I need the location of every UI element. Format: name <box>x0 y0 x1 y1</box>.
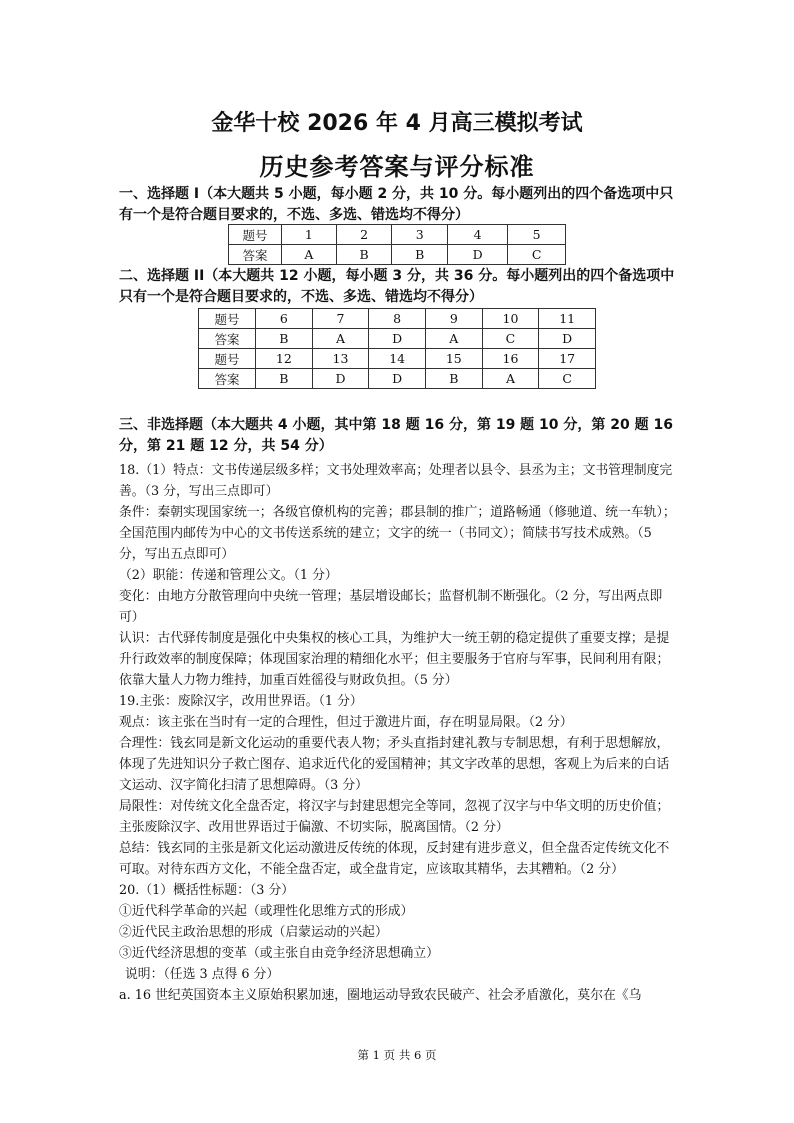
part2-heading: 二、选择题 II（本大题共 12 小题，每小题 3 分，共 36 分。每小题列出的四个备选项中只有一个是符合题目要求的，不选、多选、错选均不得分） <box>119 268 675 305</box>
question-number: 6 <box>256 309 313 329</box>
answer-cell: A <box>425 329 482 349</box>
row-label: 题号 <box>229 225 282 245</box>
table-row <box>199 309 596 329</box>
q20-title-3: ③近代经济思想的变革（或主张自由竞争经济思想确立） <box>119 946 439 961</box>
table-row <box>229 225 566 245</box>
answer-cell: B <box>336 245 392 265</box>
q18-conditions: 条件：秦朝实现国家统一；各级官僚机构的完善；郡县制的推广；道路畅通（修驰道、统一车轨）；全国范围内邮传为中心的文书传送系统的建立；文字的统一（书同文）；简牍书写技术成熟。（5 分，写出五点即可） <box>119 505 676 562</box>
q20-note: 说明：（任选 3 点得 6 分） <box>125 967 280 982</box>
answer-cell: C <box>508 245 566 265</box>
question-number: 4 <box>447 225 507 245</box>
question-number: 1 <box>282 225 337 245</box>
question-number: 5 <box>508 225 566 245</box>
q19-limitations: 局限性：对传统文化全盘否定，将汉字与封建思想完全等同，忽视了汉字与中华文明的历史价值；主张废除汉字、改用世界语过于偏激、不切实际，脱离国情。（2 分） <box>119 799 670 835</box>
answer-cell: D <box>369 329 426 349</box>
q20-title-2: ②近代民主政治思想的形成（启蒙运动的兴起） <box>119 925 388 940</box>
part2-answer-table <box>198 308 596 389</box>
row-label: 题号 <box>199 349 256 369</box>
answer-cell: B <box>392 245 448 265</box>
question-number: 16 <box>482 349 539 369</box>
answer-cell: B <box>256 329 313 349</box>
answer-cell: C <box>482 329 539 349</box>
row-label: 题号 <box>199 309 256 329</box>
part1-heading: 一、选择题 I（本大题共 5 小题，每小题 2 分，共 10 分。每小题列出的四个备选项中只有一个是符合题目要求的，不选、多选、错选均不得分） <box>119 186 674 223</box>
answer-cell: D <box>369 369 426 389</box>
page-number: 第 1 页 共 6 页 <box>357 1048 437 1062</box>
question-number: 7 <box>312 309 369 329</box>
question-number: 9 <box>425 309 482 329</box>
question-number: 17 <box>539 349 596 369</box>
q20-item-a: a. 16 世纪英国资本主义原始积累加速，圈地运动导致农民破产、社会矛盾激化，莫尔在《乌 <box>119 988 642 1003</box>
table-row <box>199 369 596 389</box>
part3-heading: 三、非选择题（本大题共 4 小题，其中第 18 题 16 分，第 19 题 10 分，第 20 题 16 分，第 21 题 12 分，共 54 分） <box>119 417 673 454</box>
row-label: 答案 <box>199 329 256 349</box>
question-number: 15 <box>425 349 482 369</box>
q18-understanding: 认识：古代驿传制度是强化中央集权的核心工具，为维护大一统王朝的稳定提供了重要支撑；是提升行政效率的制度保障；体现国家治理的精细化水平；但主要服务于官府与军事，民间利用有限；依靠大量人力物力维持，加重百姓徭役与财政负担。（5 分） <box>119 631 670 688</box>
q20-part1: 20.（1）概括性标题：（3 分） <box>119 883 295 898</box>
part3-answers <box>119 460 679 1006</box>
q19-rationality: 合理性：钱玄同是新文化运动的重要代表人物；矛头直指封建礼教与专制思想，有利于思想解放，体现了先进知识分子救亡图存、追求近代化的爱国精神；其文字改革的思想，客观上为后来的白话文运动、汉字简化扫清了思想障碍。（3 分） <box>119 736 670 793</box>
question-number: 2 <box>336 225 392 245</box>
answer-cell: A <box>282 245 337 265</box>
q18-changes: 变化：由地方分散管理向中央统一管理；基层增设邮长；监督机制不断强化。（2 分，写出两点即可） <box>119 589 663 625</box>
q18-part1: 18.（1）特点：文书传递层级多样；文书处理效率高；处理者以县令、县丞为主；文书管理制度完善。（3 分，写出三点即可） <box>119 463 673 499</box>
answer-cell: D <box>312 369 369 389</box>
answer-cell: D <box>539 329 596 349</box>
answer-cell: A <box>312 329 369 349</box>
answer-cell: A <box>482 369 539 389</box>
q20-title-1: ①近代科学革命的兴起（或理性化思维方式的形成） <box>119 904 414 919</box>
exam-subtitle: 历史参考答案与评分标准 <box>259 153 535 181</box>
question-number: 12 <box>256 349 313 369</box>
answer-cell: C <box>539 369 596 389</box>
question-number: 14 <box>369 349 426 369</box>
answer-cell: D <box>447 245 507 265</box>
question-number: 8 <box>369 309 426 329</box>
table-row <box>199 329 596 349</box>
answer-cell: B <box>256 369 313 389</box>
question-number: 13 <box>312 349 369 369</box>
answer-cell: B <box>425 369 482 389</box>
question-number: 10 <box>482 309 539 329</box>
q18-part2: （2）职能：传递和管理公文。（1 分） <box>119 568 338 583</box>
q19-proposal: 19.主张：废除汉字，改用世界语。（1 分） <box>119 694 363 709</box>
row-label: 答案 <box>199 369 256 389</box>
q19-summary: 总结：钱玄同的主张是新文化运动激进反传统的体现，反封建有进步意义，但全盘否定传统文化不可取。对待东西方文化，不能全盘否定，或全盘肯定，应该取其精华，去其糟粕。（2 分） <box>119 841 670 877</box>
exam-title: 金华十校 2026 年 4 月高三模拟考试 <box>211 111 583 136</box>
table-row <box>229 245 566 265</box>
table-row <box>199 349 596 369</box>
question-number: 3 <box>392 225 448 245</box>
row-label: 答案 <box>229 245 282 265</box>
part1-answer-table <box>228 224 566 265</box>
q19-viewpoint: 观点：该主张在当时有一定的合理性，但过于激进片面，存在明显局限。（2 分） <box>119 715 573 730</box>
question-number: 11 <box>539 309 596 329</box>
